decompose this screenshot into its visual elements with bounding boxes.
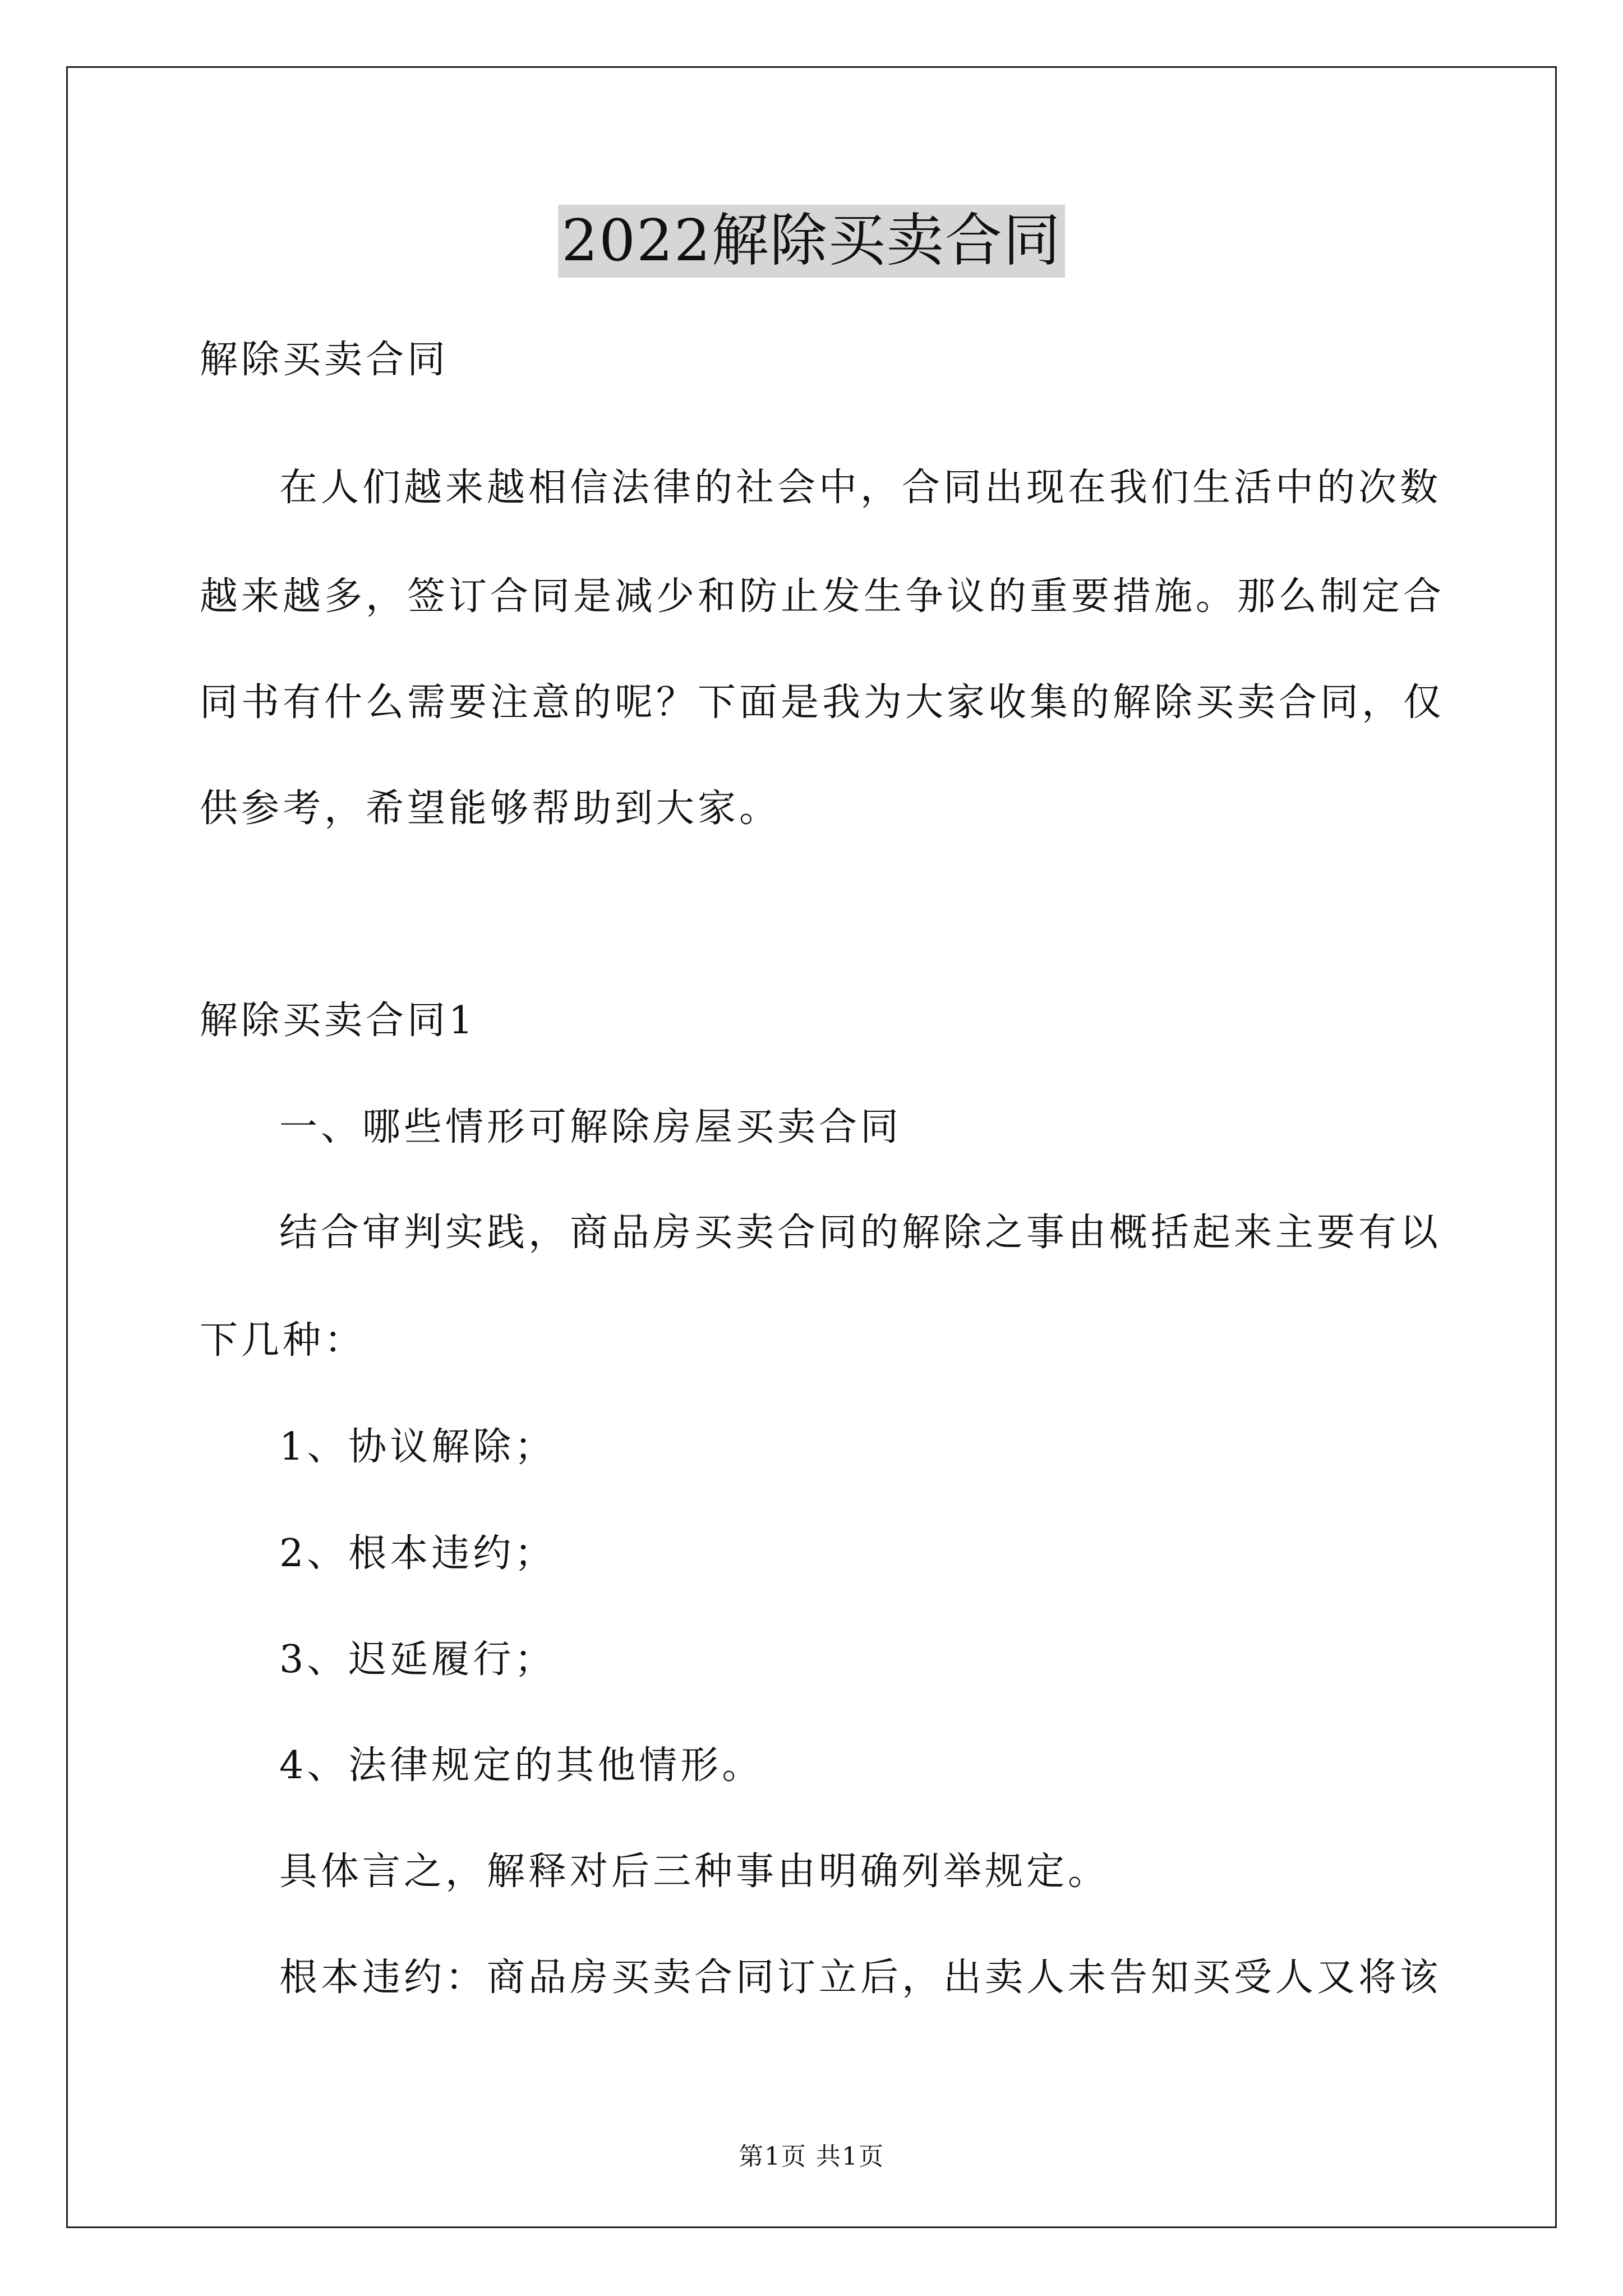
paragraph-line: 结合审判实践，商品房买卖合同的解除之事由概括起来主要有以 bbox=[279, 1211, 1442, 1255]
document-title: 2022解除买卖合同 bbox=[558, 205, 1065, 278]
section-heading: 解除买卖合同1 bbox=[200, 999, 477, 1043]
list-item: 1、协议解除； bbox=[279, 1425, 556, 1469]
list-item: 2、根本违约； bbox=[279, 1531, 556, 1576]
paragraph-line: 供参考，希望能够帮助到大家。 bbox=[200, 786, 781, 831]
page-footer: 第1页 共1页 bbox=[739, 2142, 884, 2171]
paragraph-line: 根本违约：商品房买卖合同订立后，出卖人未告知买受人又将该 bbox=[279, 1955, 1442, 2000]
paragraph-line: 同书有什么需要注意的呢？下面是我为大家收集的解除买卖合同，仅 bbox=[200, 680, 1445, 725]
title-container bbox=[0, 205, 1623, 278]
list-item: 4、法律规定的其他情形。 bbox=[279, 1743, 764, 1788]
section-heading: 解除买卖合同 bbox=[200, 338, 449, 382]
paragraph-line: 下几种： bbox=[200, 1318, 366, 1363]
paragraph-line: 越来越多，签订合同是减少和防止发生争议的重要措施。那么制定合 bbox=[200, 574, 1445, 619]
paragraph-line: 具体言之，解释对后三种事由明确列举规定。 bbox=[279, 1849, 1110, 1894]
paragraph-line: 在人们越来越相信法律的社会中，合同出现在我们生活中的次数 bbox=[279, 466, 1442, 510]
subsection-heading: 一、哪些情形可解除房屋买卖合同 bbox=[279, 1105, 902, 1149]
list-item: 3、迟延履行； bbox=[279, 1637, 556, 1682]
